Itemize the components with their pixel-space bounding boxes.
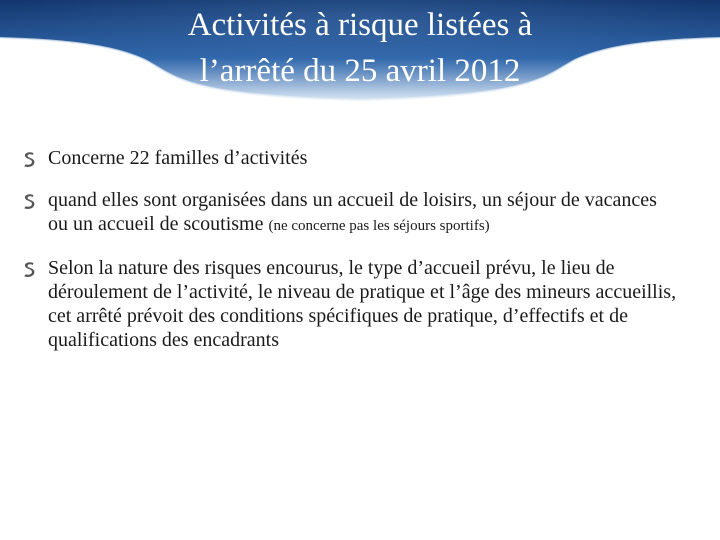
title-band: [0, 0, 720, 112]
bullet-item: [20, 188, 680, 238]
slide-title-line: Activités à risque listées à: [187, 7, 533, 43]
stylized-s-bullet-icon: [22, 151, 37, 168]
stylized-s-bullet-icon: [22, 193, 37, 210]
bullet-list: [20, 146, 680, 352]
bullet-item: [20, 256, 680, 352]
bullet-note: (ne concerne pas les séjours sportifs): [268, 218, 490, 234]
bullet-text: Concerne 22 familles d’activités: [48, 147, 308, 169]
bullet-item: [20, 146, 680, 170]
bullet-text: quand elles sont organisées dans un accueil de loisirs, un séjour de vacances ou un accueil de scoutisme: [48, 189, 657, 235]
slide-title: [80, 2, 640, 94]
bullet-text: Selon la nature des risques encourus, le type d’accueil prévu, le lieu de déroulement de l’activité, le niveau de pratique et l’âge des mineurs accueillis, cet arrêté prévoit des conditions spécifiques de pratique, d’effectifs et de qualifications des encadrants: [48, 257, 677, 351]
slide-title-line: l’arrêté du 25 avril 2012: [199, 53, 521, 89]
stylized-s-bullet-icon: [22, 261, 37, 278]
